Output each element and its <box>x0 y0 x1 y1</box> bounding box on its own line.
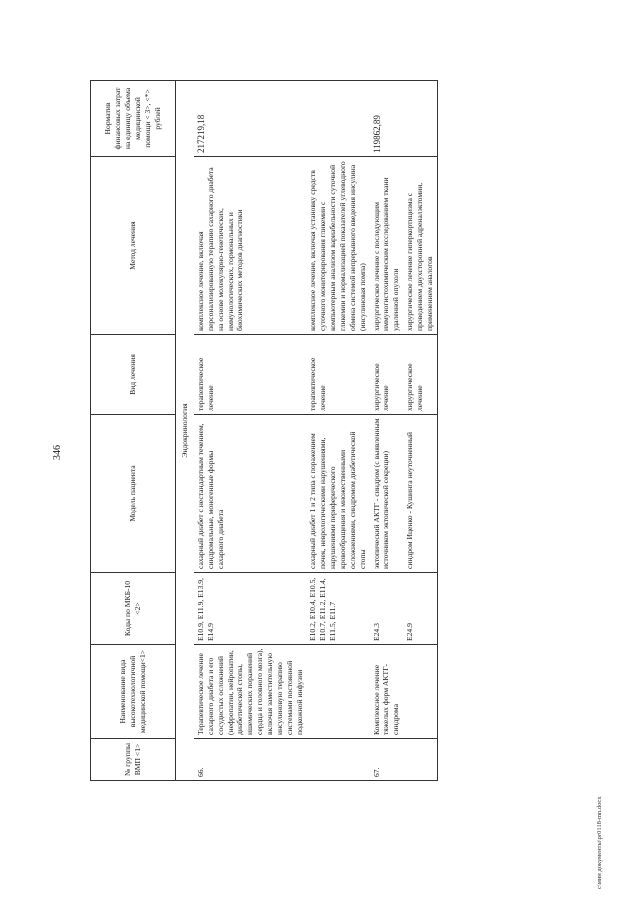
patient-model: сахарный диабет с нестандартным течением, синдромальные, моногенные формы сахарного диабета <box>194 415 306 573</box>
table-header-row <box>91 81 176 781</box>
treatment-method: хирургическое лечение гиперкортицизма с проведением двухсторонней адреналэктомии, применением аналогов <box>403 157 437 335</box>
header-group-number: № группы ВМП <1> <box>91 739 176 781</box>
table-row <box>403 81 437 781</box>
icd-codes: E10.9, E11.9, E13.9, E14.9 <box>194 573 306 645</box>
icd-codes: E24.9 <box>403 573 437 645</box>
group-number: 67. <box>370 739 404 781</box>
patient-model: синдром Иценко - Кушинга неуточненный <box>403 415 437 573</box>
patient-model: эктопический АКТГ - синдром (с выявленным источником эктопической секреции) <box>370 415 404 573</box>
cost-norm: 119862,89 <box>370 81 404 157</box>
patient-model: сахарный диабет 1 и 2 типа с поражением почек, неврологическими нарушениями, нарушениями периферического кровообращения и множественными осложнениями, синдромом диабетической стопы <box>306 415 369 573</box>
treatment-method: хирургическое лечение с последующим иммуногистохимическим исследованием ткани удаленной опухоли <box>370 157 404 335</box>
treatment-type: хирургическое лечение <box>370 335 404 415</box>
icd-codes: E24.3 <box>370 573 404 645</box>
treatment-type: терапевтическое лечение <box>306 335 369 415</box>
treatment-method: комплексное лечение, включая установку средств суточного мониторирования гликемии с компьютерным анализом вариабельности суточной гликемии и нормализацией показателей углеводного обмена системой непрерывного введения инсулина (инсулиновая помпа) <box>306 157 369 335</box>
vmp-table <box>90 80 438 781</box>
header-treatment-type: Вид лечения <box>91 335 176 415</box>
vmp-name: Терапевтическое лечение сахарного диабета и его сосудистых осложнений (нефропатии, нейропатии, диабетической стопы, ишемических поражений сердца и головного мозга), включая заместительную инсулиновую терапию системами постоянной подкожной инфузии <box>194 645 306 739</box>
vmp-name: Комплексное лечение тяжелых форм АКТГ-синдрома <box>370 645 404 739</box>
page-number: 346 <box>52 445 63 460</box>
table-row <box>194 81 306 781</box>
section-title: Эндокринология <box>176 81 195 781</box>
footer-file-path: с\мин документы\pr0118-mn.docx <box>596 796 603 889</box>
header-treatment-method: Метод лечения <box>91 157 176 335</box>
treatment-type: терапевтическое лечение <box>194 335 306 415</box>
icd-codes: E10.2, E10.4, E10.5, E10.7, E11.2, E11.4, E11.5, E11.7 <box>306 573 369 645</box>
table-row <box>306 81 369 781</box>
table-row <box>370 81 404 781</box>
treatment-method: комплексное лечение, включая персонализированную терапию сахарного диабета на основе молекулярно-генетических, иммунологических, гормональных и биохимических методов диагностики <box>194 157 306 335</box>
group-number: 66. <box>194 739 306 781</box>
header-vmp-name: Наименование вида высокотехнологичной медицинской помощи<1> <box>91 645 176 739</box>
treatment-type: хирургическое лечение <box>403 335 437 415</box>
header-patient-model: Модель пациента <box>91 415 176 573</box>
cost-norm: 217219,18 <box>194 81 306 157</box>
header-icd-codes: Коды по МКБ-10 <2> <box>91 573 176 645</box>
header-cost-norm: Норматив финансовых затрат на единицу объема медицинской помощи < 3>, <*> рублей <box>91 81 176 157</box>
section-row <box>176 81 195 781</box>
